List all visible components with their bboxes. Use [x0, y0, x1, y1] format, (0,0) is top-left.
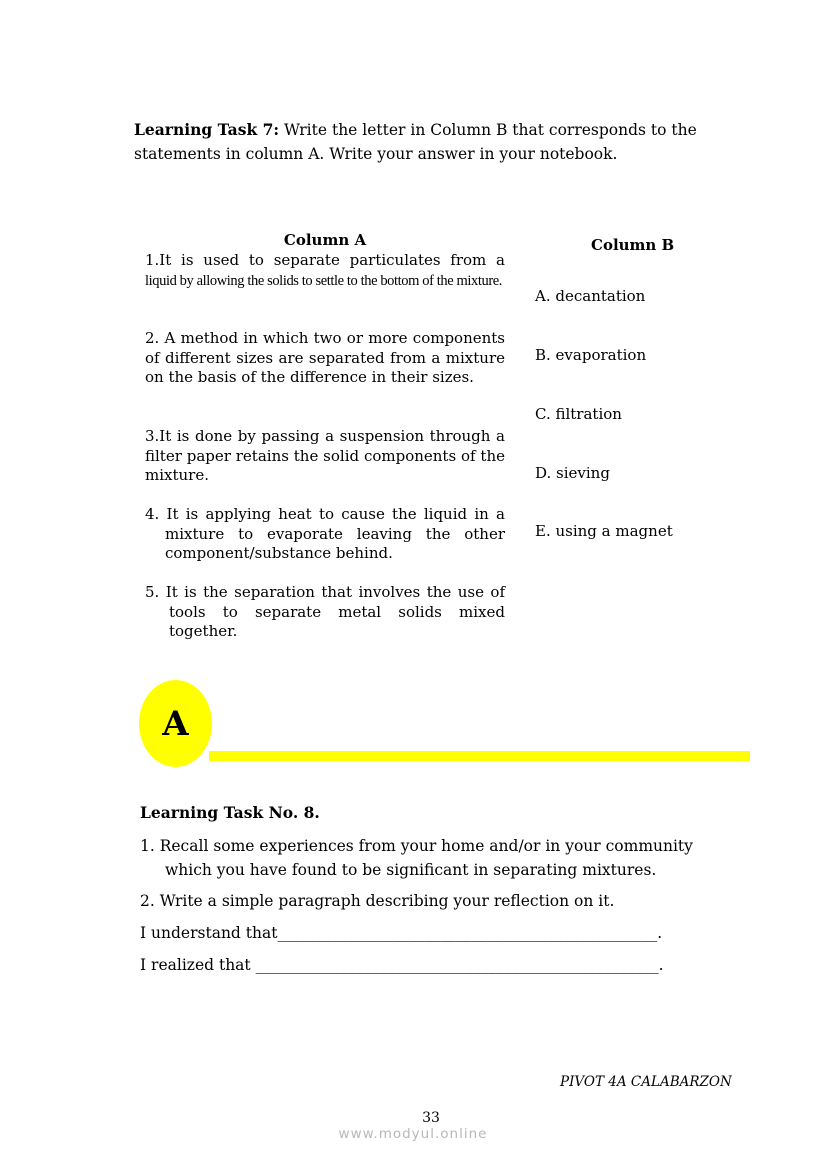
column-a-item-5: [145, 583, 505, 642]
watermark: www.modyul.online: [338, 1126, 488, 1142]
column-a-item-2: 2. A method in which two or more components of different sizes are separated from a mixture on the basis of the difference in their sizes.: [145, 329, 505, 386]
footer-label: PIVOT 4A CALABARZON: [560, 1074, 732, 1090]
task8-item-1-text: 1. Recall some experiences from your home and/or in your community which you have found to be significant in separating mixtures.: [140, 837, 693, 879]
task7-title: Learning Task 7:: [134, 120, 280, 139]
section-badge-circle: [139, 680, 212, 767]
task8-item-2: 2. Write a simple paragraph describing your reflection on it.: [140, 892, 615, 910]
item-5-text: 5. It is the separation that involves the use of tools to separate metal solids mixed together.: [145, 583, 505, 640]
section-divider-bar: [209, 751, 750, 761]
task8-item-1: [140, 834, 740, 882]
item-4-text: 4. It is applying heat to cause the liquid in a mixture to evaporate leaving the other component/substance behind.: [145, 505, 505, 562]
item-1-first-line: 1.It is used to separate particulates from a: [145, 251, 505, 269]
task8-title: Learning Task No. 8.: [140, 803, 320, 822]
page-number: 33: [422, 1110, 440, 1126]
column-b-item-e: E. using a magnet: [535, 522, 673, 540]
task7-instruction-2: statements in column A. Write your answer in your notebook.: [134, 145, 618, 163]
column-a-item-3: 3.It is done by passing a suspension through a filter paper retains the solid components of the mixture.: [145, 427, 505, 484]
column-b-item-a: A. decantation: [535, 287, 646, 305]
prompt-realized: I realized that ____________________________________________________.: [140, 956, 664, 974]
task7-intro: [134, 118, 734, 166]
task7-instruction-1: Write the letter in Column B that corresponds to the: [284, 121, 697, 139]
column-b-item-d: D. sieving: [535, 464, 610, 482]
column-b-header: Column B: [591, 236, 675, 254]
column-b-item-c: C. filtration: [535, 405, 622, 423]
section-badge-letter: A: [162, 703, 189, 744]
item-1-rest: liquid by allowing the solids to settle to the bottom of the mixture.: [145, 272, 503, 289]
column-a-item-4: [145, 505, 505, 564]
column-a-item-1: [145, 251, 505, 291]
prompt-understand: I understand that_________________________________________________.: [140, 924, 663, 942]
column-b-item-b: B. evaporation: [535, 346, 647, 364]
column-a-header: Column A: [283, 231, 367, 249]
